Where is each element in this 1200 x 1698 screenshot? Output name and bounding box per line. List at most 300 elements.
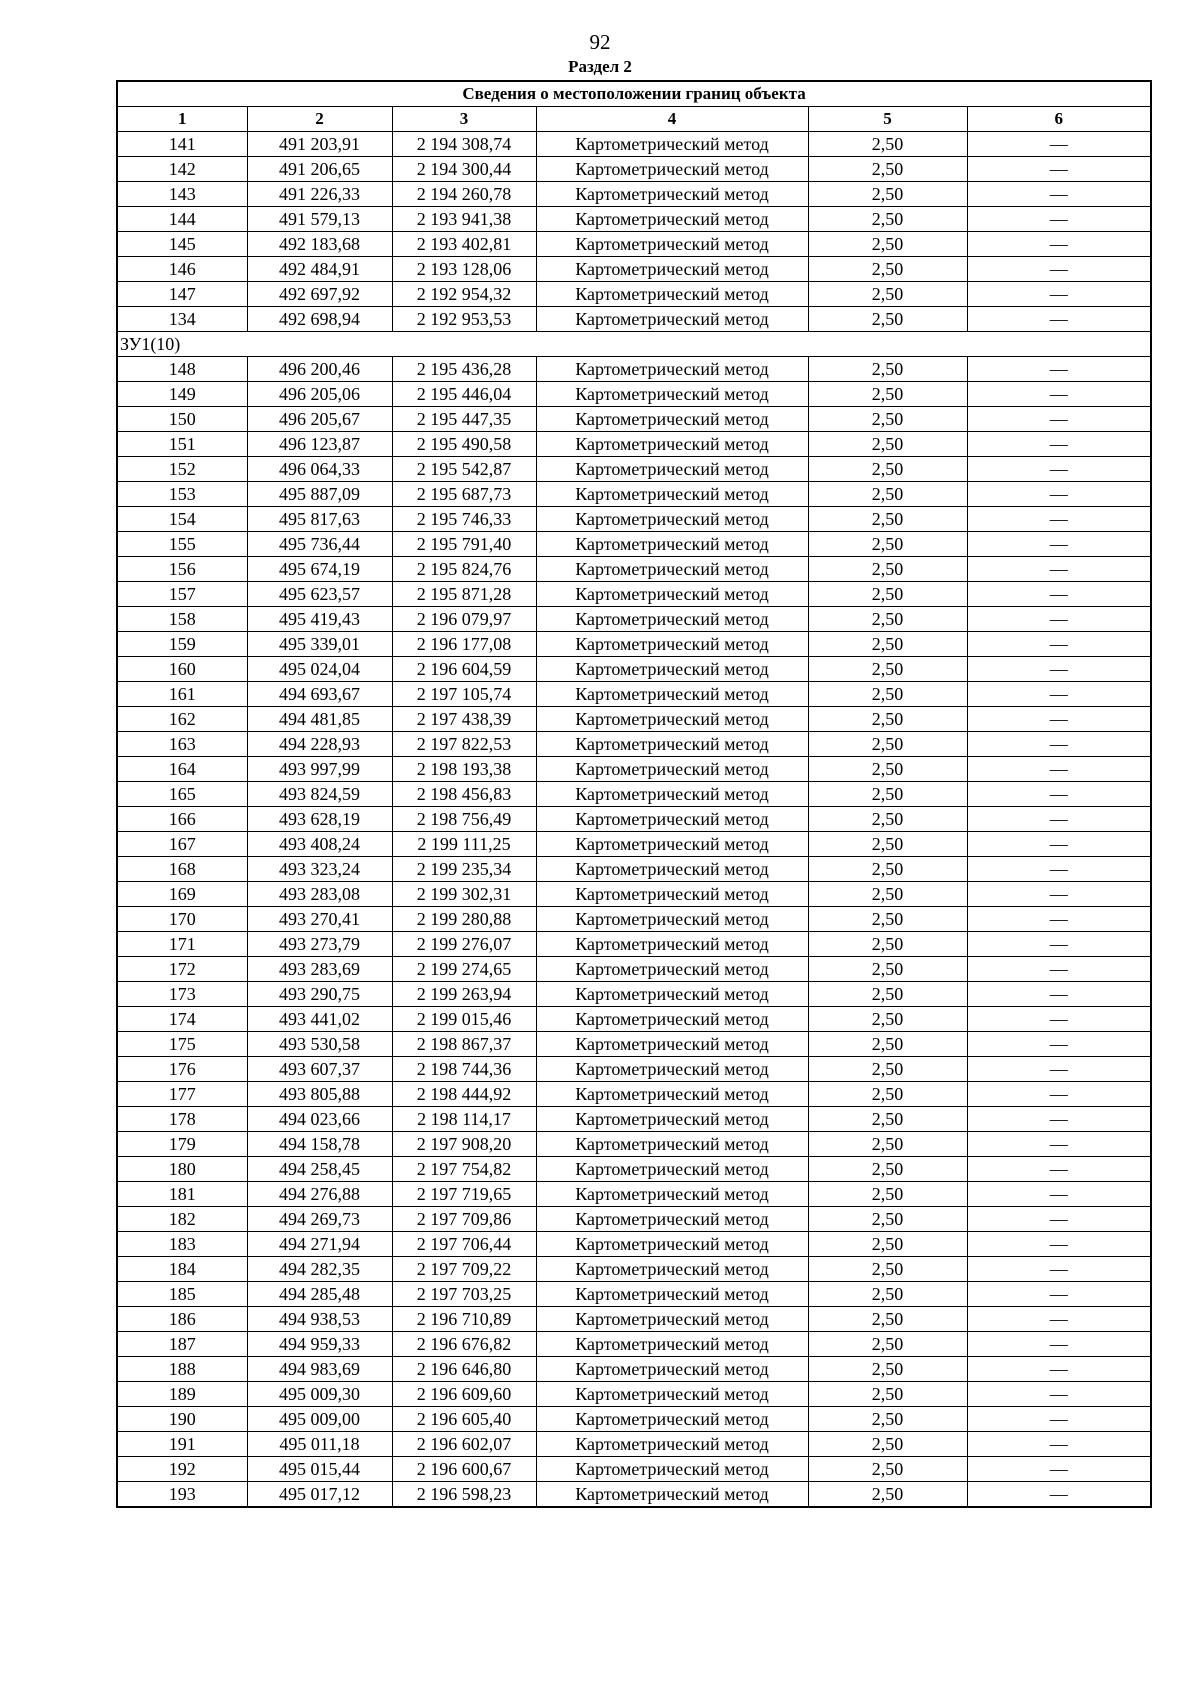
- accuracy-cell: 2,50: [808, 782, 967, 807]
- description-cell: —: [967, 157, 1151, 182]
- method-cell: Картометрический метод: [536, 532, 808, 557]
- y-coordinate-cell: 2 193 941,38: [392, 207, 536, 232]
- point-number-cell: 183: [117, 1232, 247, 1257]
- point-number-cell: 189: [117, 1382, 247, 1407]
- x-coordinate-cell: 495 674,19: [247, 557, 392, 582]
- method-cell: Картометрический метод: [536, 1082, 808, 1107]
- method-cell: Картометрический метод: [536, 1207, 808, 1232]
- table-row: [117, 757, 1151, 782]
- description-cell: —: [967, 982, 1151, 1007]
- x-coordinate-cell: 494 023,66: [247, 1107, 392, 1132]
- point-number-cell: 157: [117, 582, 247, 607]
- description-cell: —: [967, 1032, 1151, 1057]
- point-number-cell: 150: [117, 407, 247, 432]
- accuracy-cell: 2,50: [808, 1482, 967, 1508]
- x-coordinate-cell: 493 273,79: [247, 932, 392, 957]
- y-coordinate-cell: 2 196 609,60: [392, 1382, 536, 1407]
- x-coordinate-cell: 492 484,91: [247, 257, 392, 282]
- column-number: 1: [117, 107, 247, 132]
- x-coordinate-cell: 493 628,19: [247, 807, 392, 832]
- table-row: [117, 1207, 1151, 1232]
- table-row: [117, 657, 1151, 682]
- accuracy-cell: 2,50: [808, 832, 967, 857]
- column-number: 3: [392, 107, 536, 132]
- y-coordinate-cell: 2 197 706,44: [392, 1232, 536, 1257]
- description-cell: —: [967, 932, 1151, 957]
- description-cell: —: [967, 307, 1151, 332]
- y-coordinate-cell: 2 197 822,53: [392, 732, 536, 757]
- x-coordinate-cell: 494 693,67: [247, 682, 392, 707]
- description-cell: —: [967, 607, 1151, 632]
- point-number-cell: 177: [117, 1082, 247, 1107]
- method-cell: Картометрический метод: [536, 1182, 808, 1207]
- group-label: ЗУ1(10): [117, 332, 1151, 357]
- method-cell: Картометрический метод: [536, 1282, 808, 1307]
- y-coordinate-cell: 2 199 015,46: [392, 1007, 536, 1032]
- y-coordinate-cell: 2 194 308,74: [392, 132, 536, 157]
- method-cell: Картометрический метод: [536, 1482, 808, 1508]
- x-coordinate-cell: 494 158,78: [247, 1132, 392, 1157]
- table-row: [117, 1407, 1151, 1432]
- description-cell: —: [967, 182, 1151, 207]
- accuracy-cell: 2,50: [808, 857, 967, 882]
- accuracy-cell: 2,50: [808, 1207, 967, 1232]
- description-cell: —: [967, 907, 1151, 932]
- accuracy-cell: 2,50: [808, 1007, 967, 1032]
- point-number-cell: 144: [117, 207, 247, 232]
- method-cell: Картометрический метод: [536, 707, 808, 732]
- x-coordinate-cell: 494 959,33: [247, 1332, 392, 1357]
- description-cell: —: [967, 557, 1151, 582]
- x-coordinate-cell: 494 481,85: [247, 707, 392, 732]
- y-coordinate-cell: 2 199 263,94: [392, 982, 536, 1007]
- method-cell: Картометрический метод: [536, 132, 808, 157]
- x-coordinate-cell: 495 817,63: [247, 507, 392, 532]
- method-cell: Картометрический метод: [536, 682, 808, 707]
- table-row: [117, 232, 1151, 257]
- table-row: [117, 1032, 1151, 1057]
- y-coordinate-cell: 2 196 676,82: [392, 1332, 536, 1357]
- x-coordinate-cell: 494 271,94: [247, 1232, 392, 1257]
- method-cell: Картометрический метод: [536, 732, 808, 757]
- description-cell: —: [967, 632, 1151, 657]
- table-row: [117, 1107, 1151, 1132]
- point-number-cell: 149: [117, 382, 247, 407]
- point-number-cell: 181: [117, 1182, 247, 1207]
- x-coordinate-cell: 494 282,35: [247, 1257, 392, 1282]
- method-cell: Картометрический метод: [536, 782, 808, 807]
- point-number-cell: 171: [117, 932, 247, 957]
- table-row: [117, 432, 1151, 457]
- method-cell: Картометрический метод: [536, 307, 808, 332]
- description-cell: —: [967, 1232, 1151, 1257]
- section-title: Раздел 2: [568, 57, 632, 76]
- y-coordinate-cell: 2 197 709,86: [392, 1207, 536, 1232]
- y-coordinate-cell: 2 192 953,53: [392, 307, 536, 332]
- accuracy-cell: 2,50: [808, 307, 967, 332]
- y-coordinate-cell: 2 195 542,87: [392, 457, 536, 482]
- y-coordinate-cell: 2 195 490,58: [392, 432, 536, 457]
- table-row: [117, 1007, 1151, 1032]
- method-cell: Картометрический метод: [536, 1032, 808, 1057]
- x-coordinate-cell: 494 228,93: [247, 732, 392, 757]
- description-cell: —: [967, 1182, 1151, 1207]
- y-coordinate-cell: 2 196 646,80: [392, 1357, 536, 1382]
- x-coordinate-cell: 493 283,08: [247, 882, 392, 907]
- description-cell: —: [967, 1057, 1151, 1082]
- point-number-cell: 159: [117, 632, 247, 657]
- point-number-cell: 173: [117, 982, 247, 1007]
- y-coordinate-cell: 2 199 302,31: [392, 882, 536, 907]
- accuracy-cell: 2,50: [808, 1157, 967, 1182]
- accuracy-cell: 2,50: [808, 1332, 967, 1357]
- accuracy-cell: 2,50: [808, 132, 967, 157]
- table-row: [117, 932, 1151, 957]
- method-cell: Картометрический метод: [536, 507, 808, 532]
- table-body: [117, 132, 1151, 1508]
- table-row: [117, 1457, 1151, 1482]
- description-cell: —: [967, 757, 1151, 782]
- description-cell: —: [967, 1132, 1151, 1157]
- x-coordinate-cell: 493 323,24: [247, 857, 392, 882]
- y-coordinate-cell: 2 192 954,32: [392, 282, 536, 307]
- description-cell: —: [967, 457, 1151, 482]
- method-cell: Картометрический метод: [536, 432, 808, 457]
- point-number-cell: 192: [117, 1457, 247, 1482]
- point-number-cell: 174: [117, 1007, 247, 1032]
- x-coordinate-cell: 494 983,69: [247, 1357, 392, 1382]
- accuracy-cell: 2,50: [808, 357, 967, 382]
- method-cell: Картометрический метод: [536, 857, 808, 882]
- page-number: 92: [589, 30, 611, 54]
- y-coordinate-cell: 2 196 604,59: [392, 657, 536, 682]
- y-coordinate-cell: 2 197 105,74: [392, 682, 536, 707]
- table-row: [117, 482, 1151, 507]
- method-cell: Картометрический метод: [536, 1307, 808, 1332]
- y-coordinate-cell: 2 196 605,40: [392, 1407, 536, 1432]
- table-row: [117, 807, 1151, 832]
- table-row: [117, 1382, 1151, 1407]
- description-cell: —: [967, 782, 1151, 807]
- method-cell: Картометрический метод: [536, 882, 808, 907]
- y-coordinate-cell: 2 196 710,89: [392, 1307, 536, 1332]
- point-number-cell: 185: [117, 1282, 247, 1307]
- y-coordinate-cell: 2 195 746,33: [392, 507, 536, 532]
- table-row: [117, 982, 1151, 1007]
- method-cell: Картометрический метод: [536, 1057, 808, 1082]
- method-cell: Картометрический метод: [536, 632, 808, 657]
- method-cell: Картометрический метод: [536, 357, 808, 382]
- table-row: [117, 582, 1151, 607]
- point-number-cell: 134: [117, 307, 247, 332]
- y-coordinate-cell: 2 196 602,07: [392, 1432, 536, 1457]
- point-number-cell: 172: [117, 957, 247, 982]
- x-coordinate-cell: 493 283,69: [247, 957, 392, 982]
- table-row: [117, 607, 1151, 632]
- coordinates-table: [116, 80, 1152, 1508]
- method-cell: Картометрический метод: [536, 457, 808, 482]
- method-cell: Картометрический метод: [536, 957, 808, 982]
- description-cell: —: [967, 1307, 1151, 1332]
- point-number-cell: 156: [117, 557, 247, 582]
- y-coordinate-cell: 2 198 114,17: [392, 1107, 536, 1132]
- accuracy-cell: 2,50: [808, 682, 967, 707]
- description-cell: —: [967, 132, 1151, 157]
- accuracy-cell: 2,50: [808, 157, 967, 182]
- description-cell: —: [967, 1382, 1151, 1407]
- y-coordinate-cell: 2 195 824,76: [392, 557, 536, 582]
- description-cell: —: [967, 482, 1151, 507]
- point-number-cell: 147: [117, 282, 247, 307]
- table-row: [117, 357, 1151, 382]
- y-coordinate-cell: 2 198 193,38: [392, 757, 536, 782]
- y-coordinate-cell: 2 197 703,25: [392, 1282, 536, 1307]
- method-cell: Картометрический метод: [536, 932, 808, 957]
- point-number-cell: 169: [117, 882, 247, 907]
- method-cell: Картометрический метод: [536, 1107, 808, 1132]
- point-number-cell: 160: [117, 657, 247, 682]
- y-coordinate-cell: 2 195 871,28: [392, 582, 536, 607]
- x-coordinate-cell: 493 997,99: [247, 757, 392, 782]
- y-coordinate-cell: 2 195 446,04: [392, 382, 536, 407]
- table-row: [117, 732, 1151, 757]
- point-number-cell: 193: [117, 1482, 247, 1508]
- method-cell: Картометрический метод: [536, 482, 808, 507]
- y-coordinate-cell: 2 198 756,49: [392, 807, 536, 832]
- point-number-cell: 141: [117, 132, 247, 157]
- point-number-cell: 154: [117, 507, 247, 532]
- accuracy-cell: 2,50: [808, 1257, 967, 1282]
- y-coordinate-cell: 2 196 598,23: [392, 1482, 536, 1508]
- accuracy-cell: 2,50: [808, 1057, 967, 1082]
- table-row: [117, 382, 1151, 407]
- description-cell: —: [967, 1282, 1151, 1307]
- accuracy-cell: 2,50: [808, 457, 967, 482]
- table-row: [117, 1332, 1151, 1357]
- column-number: 4: [536, 107, 808, 132]
- x-coordinate-cell: 492 697,92: [247, 282, 392, 307]
- x-coordinate-cell: 495 887,09: [247, 482, 392, 507]
- description-cell: —: [967, 282, 1151, 307]
- accuracy-cell: 2,50: [808, 1132, 967, 1157]
- y-coordinate-cell: 2 195 447,35: [392, 407, 536, 432]
- x-coordinate-cell: 494 258,45: [247, 1157, 392, 1182]
- description-cell: —: [967, 1257, 1151, 1282]
- description-cell: —: [967, 1432, 1151, 1457]
- table-row: [117, 257, 1151, 282]
- accuracy-cell: 2,50: [808, 707, 967, 732]
- point-number-cell: 146: [117, 257, 247, 282]
- accuracy-cell: 2,50: [808, 532, 967, 557]
- accuracy-cell: 2,50: [808, 1032, 967, 1057]
- y-coordinate-cell: 2 195 687,73: [392, 482, 536, 507]
- method-cell: Картометрический метод: [536, 1257, 808, 1282]
- y-coordinate-cell: 2 198 744,36: [392, 1057, 536, 1082]
- accuracy-cell: 2,50: [808, 657, 967, 682]
- description-cell: —: [967, 432, 1151, 457]
- table-row: [117, 1307, 1151, 1332]
- accuracy-cell: 2,50: [808, 882, 967, 907]
- y-coordinate-cell: 2 199 235,34: [392, 857, 536, 882]
- accuracy-cell: 2,50: [808, 1232, 967, 1257]
- x-coordinate-cell: 495 009,30: [247, 1382, 392, 1407]
- description-cell: —: [967, 232, 1151, 257]
- description-cell: —: [967, 507, 1151, 532]
- table-row: [117, 1082, 1151, 1107]
- column-number: 5: [808, 107, 967, 132]
- method-cell: Картометрический метод: [536, 607, 808, 632]
- point-number-cell: 163: [117, 732, 247, 757]
- point-number-cell: 187: [117, 1332, 247, 1357]
- column-number: 2: [247, 107, 392, 132]
- accuracy-cell: 2,50: [808, 982, 967, 1007]
- table-row: [117, 507, 1151, 532]
- description-cell: —: [967, 207, 1151, 232]
- method-cell: Картометрический метод: [536, 1232, 808, 1257]
- method-cell: Картометрический метод: [536, 382, 808, 407]
- x-coordinate-cell: 493 408,24: [247, 832, 392, 857]
- point-number-cell: 165: [117, 782, 247, 807]
- accuracy-cell: 2,50: [808, 482, 967, 507]
- x-coordinate-cell: 493 805,88: [247, 1082, 392, 1107]
- y-coordinate-cell: 2 194 300,44: [392, 157, 536, 182]
- accuracy-cell: 2,50: [808, 557, 967, 582]
- method-cell: Картометрический метод: [536, 1132, 808, 1157]
- accuracy-cell: 2,50: [808, 732, 967, 757]
- table-row: [117, 882, 1151, 907]
- table-row: [117, 207, 1151, 232]
- x-coordinate-cell: 493 290,75: [247, 982, 392, 1007]
- description-cell: —: [967, 807, 1151, 832]
- accuracy-cell: 2,50: [808, 1357, 967, 1382]
- method-cell: Картометрический метод: [536, 157, 808, 182]
- point-number-cell: 178: [117, 1107, 247, 1132]
- table-row: [117, 1132, 1151, 1157]
- table-row: [117, 1357, 1151, 1382]
- group-row: [117, 332, 1151, 357]
- accuracy-cell: 2,50: [808, 232, 967, 257]
- description-cell: —: [967, 857, 1151, 882]
- method-cell: Картометрический метод: [536, 557, 808, 582]
- x-coordinate-cell: 494 938,53: [247, 1307, 392, 1332]
- accuracy-cell: 2,50: [808, 607, 967, 632]
- point-number-cell: 166: [117, 807, 247, 832]
- table-row: [117, 557, 1151, 582]
- accuracy-cell: 2,50: [808, 807, 967, 832]
- point-number-cell: 167: [117, 832, 247, 857]
- y-coordinate-cell: 2 197 908,20: [392, 1132, 536, 1157]
- table-caption-row: [117, 81, 1151, 107]
- method-cell: Картометрический метод: [536, 657, 808, 682]
- accuracy-cell: 2,50: [808, 757, 967, 782]
- table-row: [117, 282, 1151, 307]
- point-number-cell: 188: [117, 1357, 247, 1382]
- accuracy-cell: 2,50: [808, 1282, 967, 1307]
- y-coordinate-cell: 2 194 260,78: [392, 182, 536, 207]
- description-cell: —: [967, 1357, 1151, 1382]
- x-coordinate-cell: 495 419,43: [247, 607, 392, 632]
- point-number-cell: 179: [117, 1132, 247, 1157]
- accuracy-cell: 2,50: [808, 1082, 967, 1107]
- accuracy-cell: 2,50: [808, 382, 967, 407]
- point-number-cell: 151: [117, 432, 247, 457]
- table-row: [117, 632, 1151, 657]
- y-coordinate-cell: 2 196 600,67: [392, 1457, 536, 1482]
- y-coordinate-cell: 2 197 709,22: [392, 1257, 536, 1282]
- point-number-cell: 153: [117, 482, 247, 507]
- description-cell: —: [967, 1457, 1151, 1482]
- y-coordinate-cell: 2 195 436,28: [392, 357, 536, 382]
- method-cell: Картометрический метод: [536, 232, 808, 257]
- description-cell: —: [967, 682, 1151, 707]
- method-cell: Картометрический метод: [536, 407, 808, 432]
- table-row: [117, 832, 1151, 857]
- x-coordinate-cell: 491 203,91: [247, 132, 392, 157]
- method-cell: Картометрический метод: [536, 1157, 808, 1182]
- x-coordinate-cell: 496 200,46: [247, 357, 392, 382]
- x-coordinate-cell: 496 123,87: [247, 432, 392, 457]
- x-coordinate-cell: 495 011,18: [247, 1432, 392, 1457]
- description-cell: —: [967, 657, 1151, 682]
- method-cell: Картометрический метод: [536, 1332, 808, 1357]
- method-cell: Картометрический метод: [536, 1357, 808, 1382]
- y-coordinate-cell: 2 198 444,92: [392, 1082, 536, 1107]
- description-cell: —: [967, 1332, 1151, 1357]
- x-coordinate-cell: 492 698,94: [247, 307, 392, 332]
- accuracy-cell: 2,50: [808, 1182, 967, 1207]
- table-row: [117, 1157, 1151, 1182]
- point-number-cell: 161: [117, 682, 247, 707]
- y-coordinate-cell: 2 197 719,65: [392, 1182, 536, 1207]
- x-coordinate-cell: 495 339,01: [247, 632, 392, 657]
- description-cell: —: [967, 1007, 1151, 1032]
- accuracy-cell: 2,50: [808, 1457, 967, 1482]
- y-coordinate-cell: 2 198 456,83: [392, 782, 536, 807]
- method-cell: Картометрический метод: [536, 1457, 808, 1482]
- column-number-row: [117, 107, 1151, 132]
- point-number-cell: 143: [117, 182, 247, 207]
- method-cell: Картометрический метод: [536, 282, 808, 307]
- method-cell: Картометрический метод: [536, 982, 808, 1007]
- accuracy-cell: 2,50: [808, 957, 967, 982]
- x-coordinate-cell: 496 064,33: [247, 457, 392, 482]
- accuracy-cell: 2,50: [808, 1107, 967, 1132]
- table-row: [117, 1432, 1151, 1457]
- point-number-cell: 191: [117, 1432, 247, 1457]
- x-coordinate-cell: 494 285,48: [247, 1282, 392, 1307]
- description-cell: —: [967, 407, 1151, 432]
- y-coordinate-cell: 2 195 791,40: [392, 532, 536, 557]
- description-cell: —: [967, 1407, 1151, 1432]
- table-row: [117, 1257, 1151, 1282]
- y-coordinate-cell: 2 199 276,07: [392, 932, 536, 957]
- accuracy-cell: 2,50: [808, 1382, 967, 1407]
- method-cell: Картометрический метод: [536, 207, 808, 232]
- accuracy-cell: 2,50: [808, 407, 967, 432]
- description-cell: —: [967, 1157, 1151, 1182]
- accuracy-cell: 2,50: [808, 257, 967, 282]
- point-number-cell: 152: [117, 457, 247, 482]
- table-row: [117, 857, 1151, 882]
- method-cell: Картометрический метод: [536, 907, 808, 932]
- y-coordinate-cell: 2 196 079,97: [392, 607, 536, 632]
- description-cell: —: [967, 957, 1151, 982]
- table-caption: Сведения о местоположении границ объекта: [117, 81, 1151, 107]
- description-cell: —: [967, 1207, 1151, 1232]
- description-cell: —: [967, 532, 1151, 557]
- method-cell: Картометрический метод: [536, 257, 808, 282]
- table-row: [117, 1282, 1151, 1307]
